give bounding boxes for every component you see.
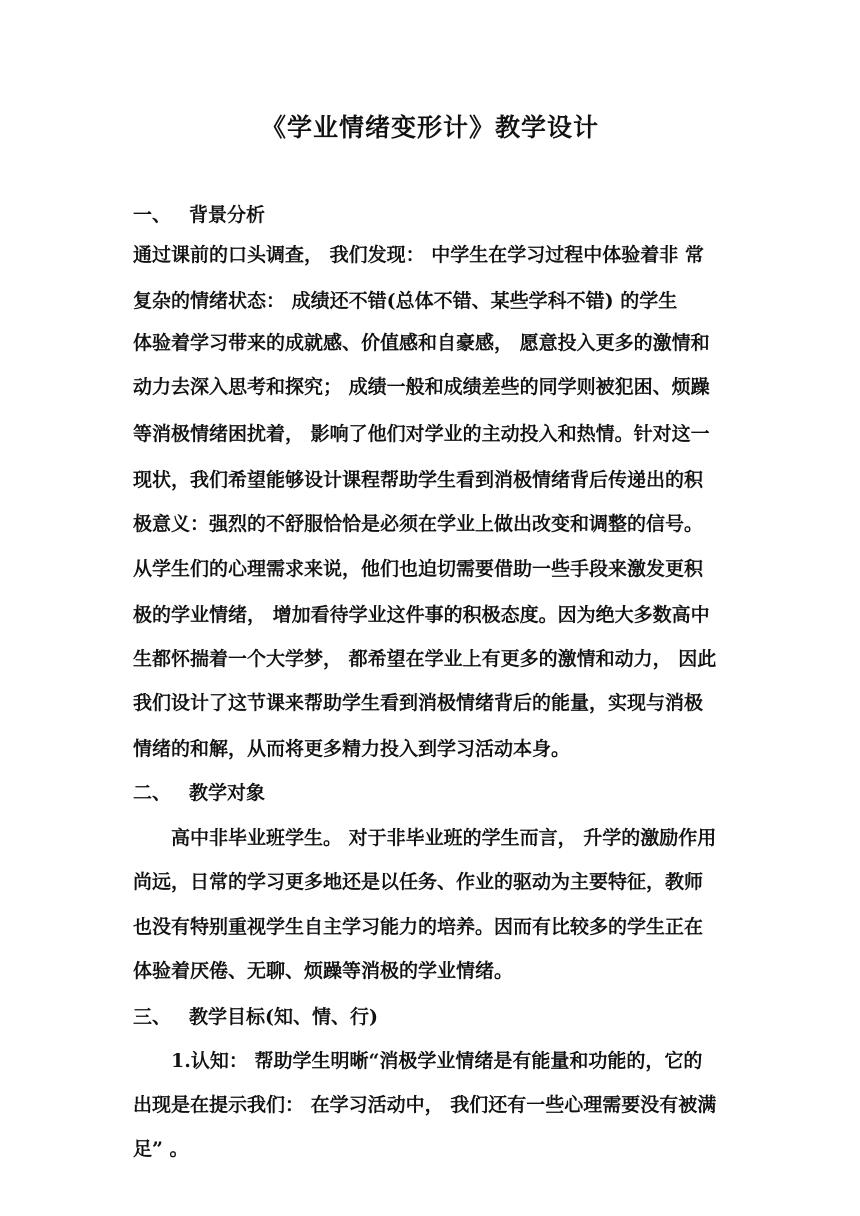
paragraph-line: 也没有特别重视学生自主学习能力的培养。因而有比较多的学生正在: [133, 916, 704, 938]
section-number: 二、: [133, 782, 172, 804]
paragraph-line: 我们设计了这节课来帮助学生看到消极情绪背后的能量，实现与消极: [133, 692, 704, 714]
paragraph-line: 现状，我们希望能够设计课程帮助学生看到消极情绪背后传递出的积: [133, 469, 704, 491]
paragraph-line: 复杂的情绪状态： 成绩还不错(总体不错、某些学科不错) 的学生: [133, 290, 678, 312]
paragraph-line: 通过课前的口头调查， 我们发现： 中学生在学习过程中体验着非 常: [133, 244, 704, 266]
paragraph-line: 体验着厌倦、无聊、烦躁等消极的学业情绪。: [133, 960, 514, 982]
paragraph-line: 体验着学习带来的成就感、价值感和自豪感， 愿意投入更多的激情和: [133, 332, 710, 354]
paragraph-line: 足” 。: [133, 1138, 189, 1160]
paragraph-line: 出现是在提示我们： 在学习活动中， 我们还有一些心理需要没有被满: [133, 1094, 717, 1116]
document-title: 《学业情绪变形计》教学设计: [260, 113, 599, 142]
paragraph-line: 极的学业情绪， 增加看待学业这件事的积极态度。因为绝大多数高中: [133, 604, 710, 626]
paragraph-line: 情绪的和解，从而将更多精力投入到学习活动本身。: [133, 738, 571, 760]
paragraph-line: 极意义：强烈的不舒服恰恰是必须在学业上做出改变和调整的信号。: [133, 513, 704, 535]
paragraph-line: 从学生们的心理需求来说，他们也迫切需要借助一些手段来激发更积: [133, 558, 704, 580]
section-title: 教学目标(知、情、行): [189, 1006, 378, 1028]
section-title: 背景分析: [189, 204, 266, 226]
paragraph-line: 动力去深入思考和探究； 成绩一般和成绩差些的同学则被犯困、烦躁: [133, 376, 710, 398]
paragraph-line: 1.认知： 帮助学生明晰“消极学业情绪是有能量和功能的，它的: [171, 1050, 703, 1072]
paragraph-line: 生都怀揣着一个大学梦， 都希望在学业上有更多的激情和动力， 因此: [133, 648, 717, 670]
section-number: 三、: [133, 1006, 172, 1028]
paragraph-line: 等消极情绪困扰着， 影响了他们对学业的主动投入和热情。针对这一: [133, 423, 710, 445]
paragraph-line: 尚远，日常的学习更多地还是以任务、作业的驱动为主要特征，教师: [133, 871, 704, 893]
section-heading-background: [133, 201, 265, 229]
section-heading-objectives: [133, 1003, 378, 1031]
section-title: 教学对象: [189, 782, 266, 804]
section-number: 一、: [133, 204, 172, 226]
section-heading-audience: [133, 779, 265, 807]
paragraph-line: 高中非毕业班学生。 对于非毕业班的学生而言， 升学的激励作用: [171, 827, 717, 849]
